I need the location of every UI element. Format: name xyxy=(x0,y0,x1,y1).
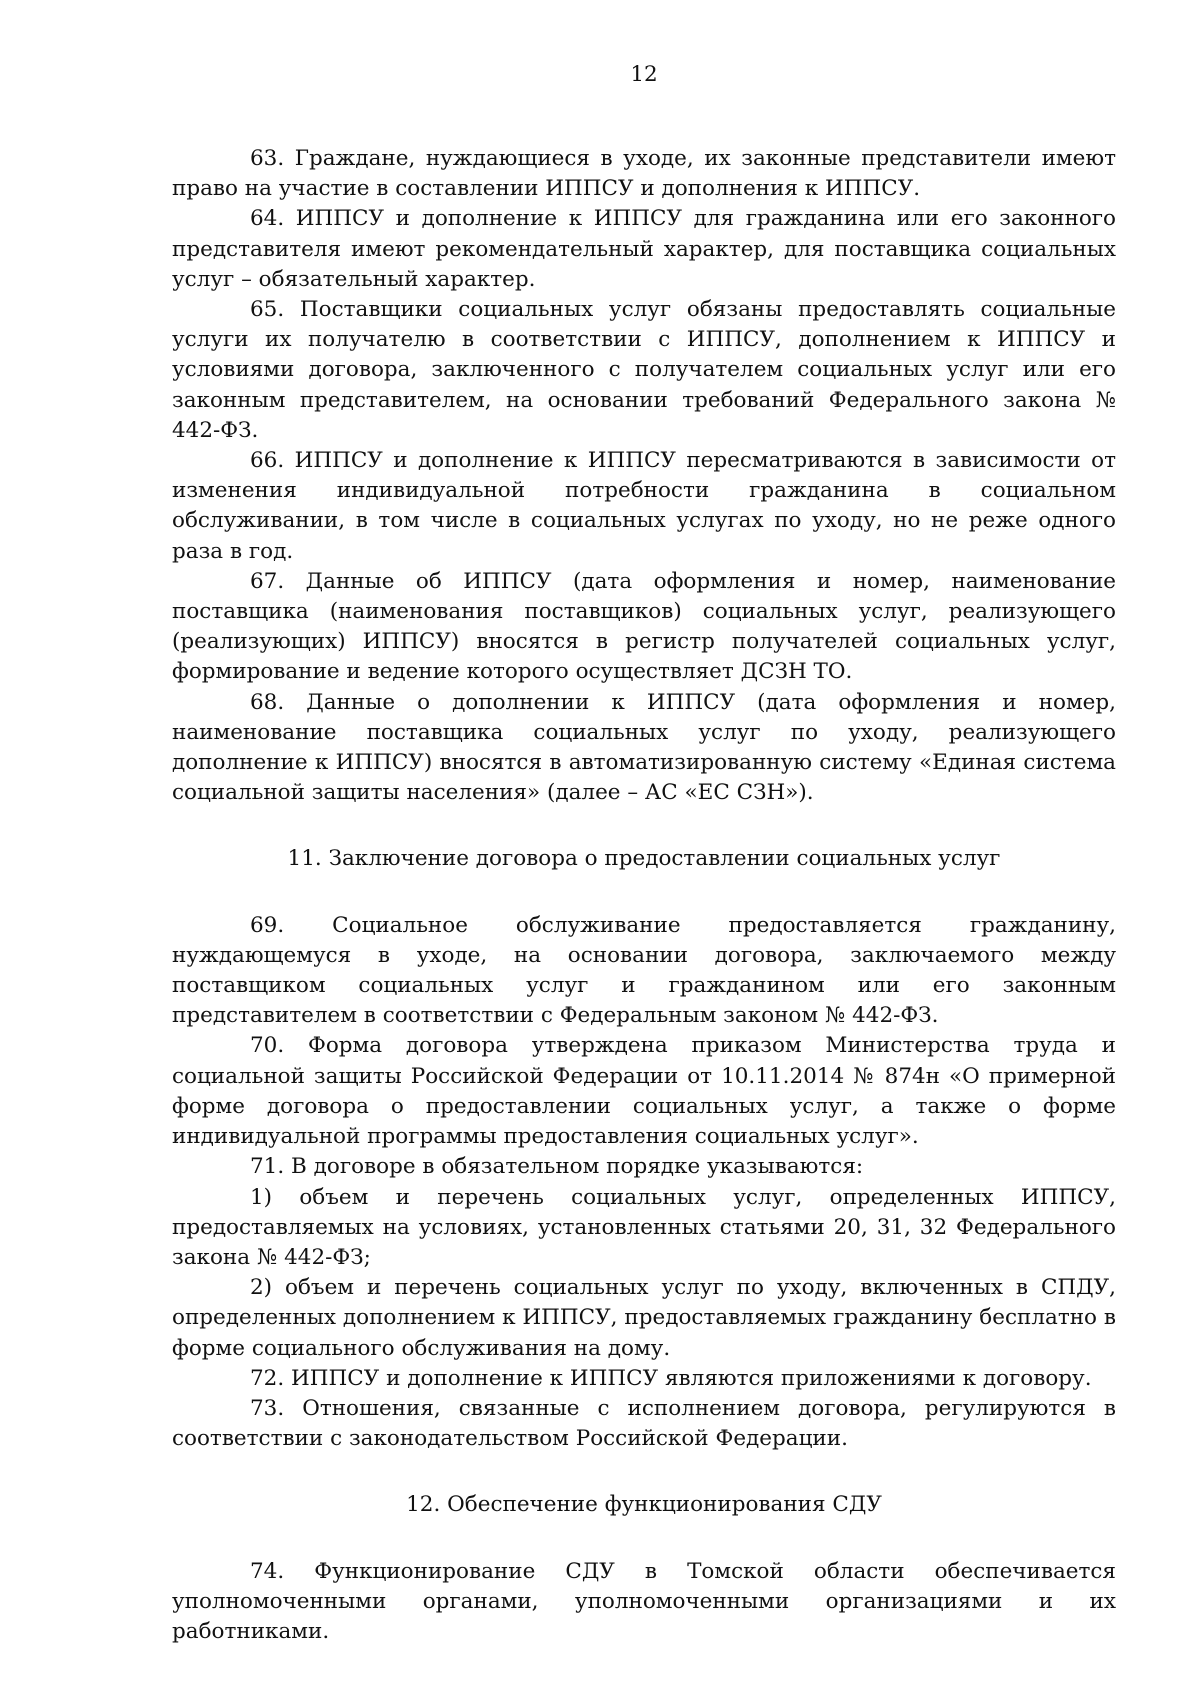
paragraph-68: 68. Данные о дополнении к ИППСУ (дата оформления и номер, наименование поставщика социальных услуг по уходу, реализующего дополнение к ИППСУ) вносятся в автоматизированную систему «Единая система социальной защиты населения» (далее – АС «ЕС СЗН»). xyxy=(172,689,1116,806)
paragraph-71-item-1: 1) объем и перечень социальных услуг, определенных ИППСУ, предоставляемых на условиях, установленных статьями 20, 31, 32 Федерального закона № 442-ФЗ; xyxy=(172,1184,1116,1270)
paragraph-72: 72. ИППСУ и дополнение к ИППСУ являются приложениями к договору. xyxy=(250,1365,1092,1391)
paragraph-71-item-2: 2) объем и перечень социальных услуг по уходу, включенных в СПДУ, определенных дополнением к ИППСУ, предоставляемых гражданину бесплатно в форме социального обслуживания на дому. xyxy=(172,1275,1116,1361)
paragraph-63: 63. Граждане, нуждающиеся в уходе, их законные представители имеют право на участие в составлении ИППСУ и дополнения к ИППСУ. xyxy=(172,146,1116,202)
paragraph-64: 64. ИППСУ и дополнение к ИППСУ для гражданина или его законного представителя имеют рекомендательный характер, для поставщика социальных услуг – обязательный характер. xyxy=(172,206,1116,292)
paragraph-66: 66. ИППСУ и дополнение к ИППСУ пересматриваются в зависимости от изменения индивидуальной потребности гражданина в социальном обслуживании, в том числе в социальных услугах по уходу, но не реже одного раза в год. xyxy=(172,448,1116,564)
section-heading-11: 11. Заключение договора о предоставлении социальных услуг xyxy=(287,846,1001,872)
paragraph-70: 70. Форма договора утверждена приказом Министерства труда и социальной защиты Российской Федерации от 10.11.2014 № 874н «О примерной форме договора о предоставлении социальных услуг, а также о форме индивидуальной программы предоставления социальных услуг». xyxy=(172,1033,1116,1150)
paragraph-65: 65. Поставщики социальных услуг обязаны предоставлять социальные услуги их получателю в соответствии с ИППСУ, дополнением к ИППСУ и условиями договора, заключенного с получателем социальных услуг или его законным представителем, на основании требований Федерального закона № 442-ФЗ. xyxy=(172,297,1116,443)
page-number: 12 xyxy=(630,62,658,87)
paragraph-73: 73. Отношения, связанные с исполнением договора, регулируются в соответствии с законодательством Российской Федерации. xyxy=(172,1395,1116,1452)
paragraph-69: 69. Социальное обслуживание предоставляется гражданину, нуждающемуся в уходе, на основании договора, заключаемого между поставщиком социальных услуг и гражданином или его законным представителем в соответствии с Федеральным законом № 442-ФЗ. xyxy=(172,912,1116,1029)
document-page xyxy=(172,48,1116,1647)
paragraph-67: 67. Данные об ИППСУ (дата оформления и номер, наименование поставщика (наименования поставщиков) социальных услуг, реализующего (реализующих) ИППСУ) вносятся в регистр получателей социальных услуг, формирование и ведение которого осуществляет ДСЗН ТО. xyxy=(172,568,1116,685)
paragraph-74: 74. Функционирование СДУ в Томской области обеспечивается уполномоченными органами, уполномоченными организациями и их работниками. xyxy=(172,1558,1116,1644)
paragraph-71: 71. В договоре в обязательном порядке указываются: xyxy=(250,1154,864,1180)
section-heading-12: 12. Обеспечение функционирования СДУ xyxy=(406,1492,882,1518)
